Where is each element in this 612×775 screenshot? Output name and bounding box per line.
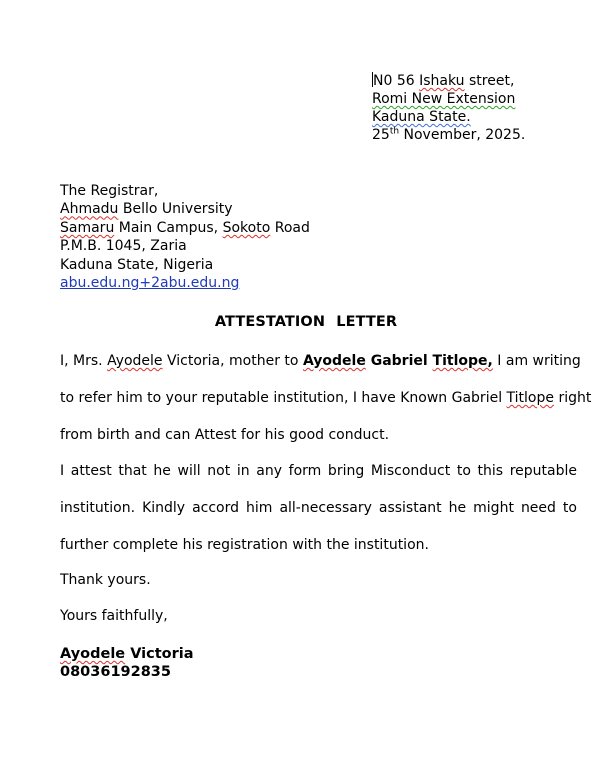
- closing-valediction: Yours faithfully,: [60, 608, 168, 624]
- body-paragraph-1: [60, 343, 592, 454]
- recipient-line-5: Kaduna State, Nigeria: [60, 256, 214, 273]
- address-line-1: N0 56 Ishaku street,: [373, 73, 515, 89]
- paragraph-2-line-1: I attest that he will not in any form bring Misconduct to this reputable: [60, 463, 577, 479]
- letter-heading: ATTESTATION LETTER: [214, 314, 398, 330]
- address-line-3: Kaduna State.: [372, 109, 471, 125]
- recipient-line-4: P.M.B. 1045, Zaria: [60, 238, 187, 255]
- paragraph-2-line-3: further complete his registration with the institution.: [60, 537, 429, 553]
- recipient-line-3: Samaru Main Campus, Sokoto Road: [60, 219, 310, 236]
- sender-address: [372, 72, 525, 144]
- closing-thanks: Thank yours.: [60, 572, 151, 588]
- paragraph-1-line-1: I, Mrs. Ayodele Victoria, mother to Ayodele Gabriel Titlope, I am writing: [60, 353, 581, 369]
- recipient-line-2: Ahmadu Bello University: [60, 201, 233, 218]
- signature-phone: 08036192835: [60, 664, 171, 680]
- signature-block: [60, 645, 194, 681]
- paragraph-1-line-3: from birth and can Attest for his good conduct.: [60, 427, 390, 443]
- address-line-2: Romi New Extension: [372, 91, 516, 107]
- paragraph-2-line-2: institution. Kindly accord him all-necessary assistant he might need to: [60, 500, 577, 516]
- recipient-line-1: The Registrar,: [60, 183, 159, 199]
- paragraph-1-line-2: to refer him to your reputable institution, I have Known Gabriel Titlope right: [60, 390, 592, 406]
- letter-date: 25th November, 2025.: [372, 126, 526, 143]
- recipient-address: [60, 182, 310, 292]
- recipient-email-link[interactable]: abu.edu.ng+2abu.edu.ng: [60, 275, 240, 292]
- signature-name: Ayodele Victoria: [60, 646, 194, 662]
- spellcheck-word: Ishaku: [419, 73, 465, 89]
- body-paragraph-2: [60, 453, 577, 564]
